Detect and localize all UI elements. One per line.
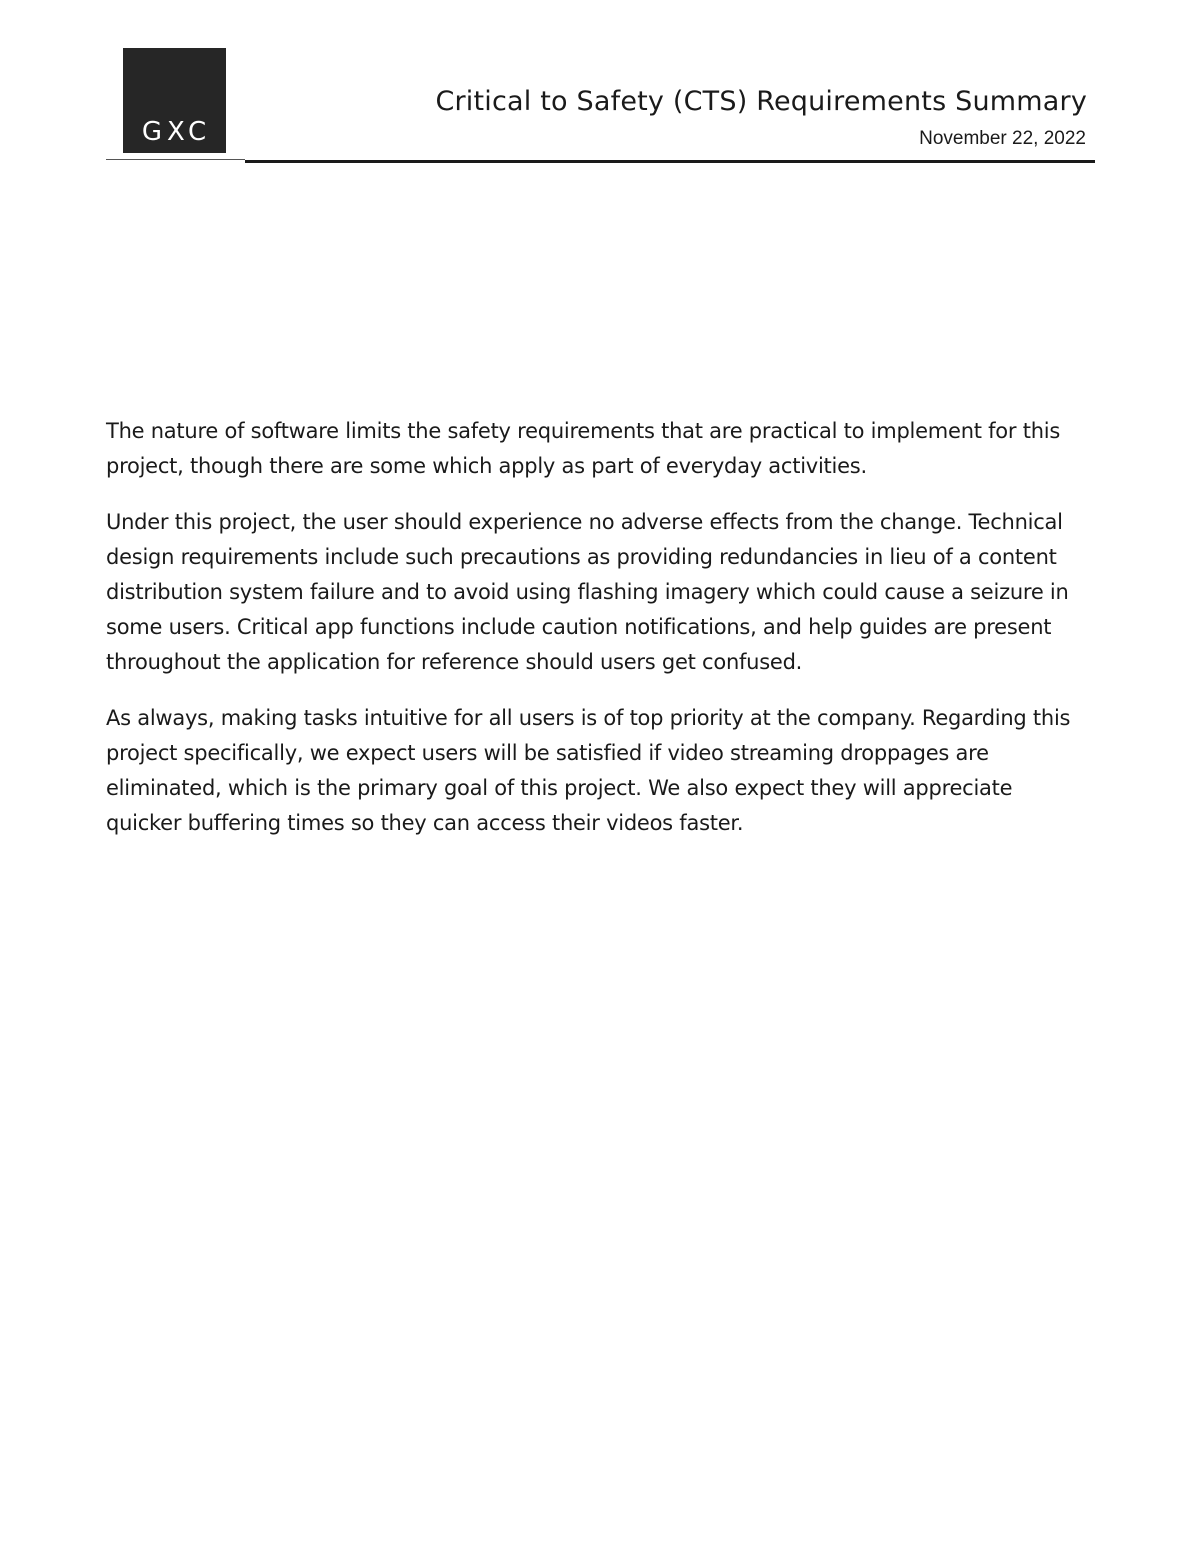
document-body bbox=[106, 414, 1081, 862]
header-divider bbox=[245, 160, 1095, 163]
company-logo bbox=[123, 48, 226, 153]
paragraph-line: As always, making tasks intuitive for all users is of top priority at the company. Regarding this bbox=[106, 706, 1071, 730]
paragraph-line: quicker buffering times so they can access their videos faster. bbox=[106, 811, 744, 835]
paragraph-line: distribution system failure and to avoid using flashing imagery which could cause a seizure in bbox=[106, 580, 1069, 604]
paragraph-3 bbox=[106, 701, 1081, 841]
document-title: Critical to Safety (CTS) Requirements Summary bbox=[435, 86, 1087, 117]
paragraph-line: Under this project, the user should experience no adverse effects from the change. Technical bbox=[106, 510, 1063, 534]
paragraph-line: eliminated, which is the primary goal of this project. We also expect they will appreciate bbox=[106, 776, 1013, 800]
paragraph-line: design requirements include such precautions as providing redundancies in lieu of a content bbox=[106, 545, 1057, 569]
paragraph-1 bbox=[106, 414, 1081, 484]
paragraph-2 bbox=[106, 505, 1081, 680]
document-date: November 22, 2022 bbox=[919, 128, 1086, 149]
paragraph-line: project, though there are some which apply as part of everyday activities. bbox=[106, 454, 867, 478]
logo-underline bbox=[106, 159, 245, 160]
paragraph-line: project specifically, we expect users will be satisfied if video streaming droppages are bbox=[106, 741, 989, 765]
paragraph-line: The nature of software limits the safety requirements that are practical to implement for this bbox=[106, 419, 1061, 443]
paragraph-line: throughout the application for reference should users get confused. bbox=[106, 650, 803, 674]
paragraph-line: some users. Critical app functions include caution notifications, and help guides are present bbox=[106, 615, 1052, 639]
company-logo-text: GXC bbox=[141, 117, 212, 147]
